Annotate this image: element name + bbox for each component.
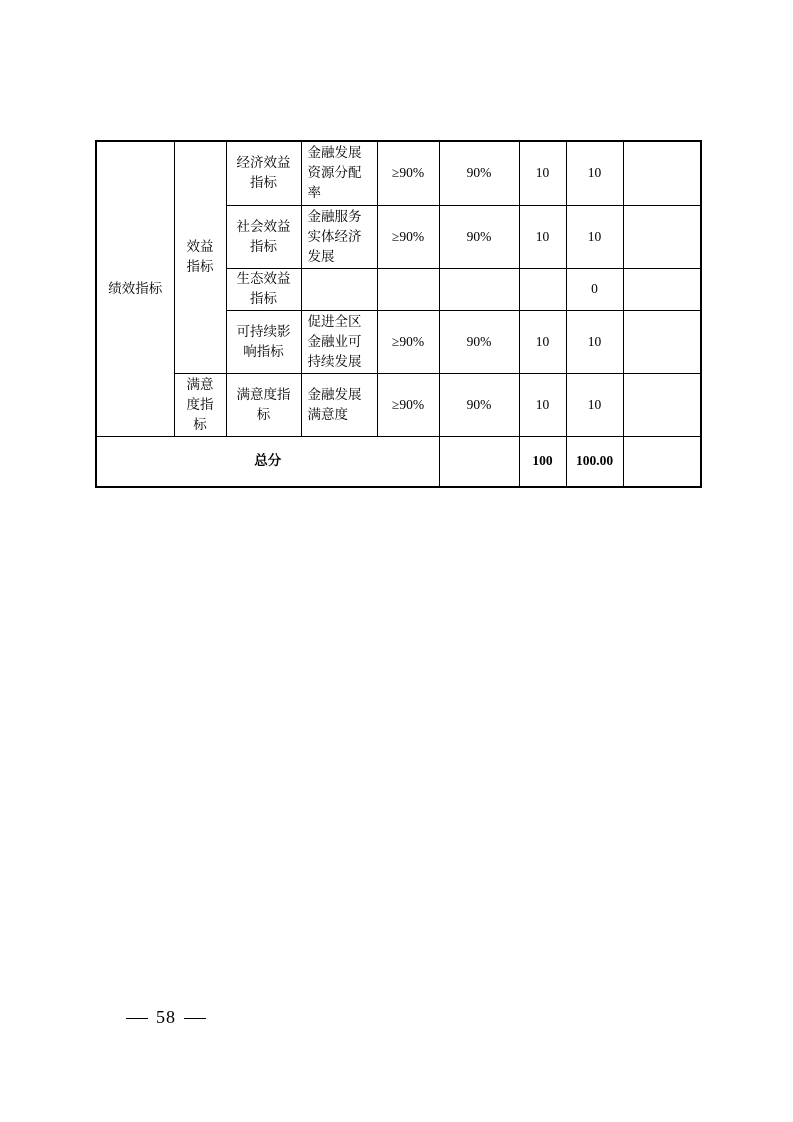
level3-cell: 生态效益指标 [226, 268, 301, 310]
level3-cell: 可持续影响指标 [226, 310, 301, 373]
actual-cell: 90% [439, 373, 519, 436]
total-note [623, 436, 701, 487]
score-cell: 10 [566, 373, 623, 436]
note-cell [623, 373, 701, 436]
target-cell: ≥90% [377, 373, 439, 436]
level4-cell: 促进全区金融业可持续发展 [301, 310, 377, 373]
total-row [96, 436, 701, 487]
level4-cell [301, 268, 377, 310]
total-weight: 100 [519, 436, 566, 487]
score-cell: 10 [566, 141, 623, 205]
level4-cell: 金融服务实体经济发展 [301, 205, 377, 268]
table-row [96, 373, 701, 436]
weight-cell: 10 [519, 310, 566, 373]
weight-cell: 10 [519, 373, 566, 436]
footer-dash-right [184, 1018, 206, 1019]
page-footer [118, 1007, 214, 1028]
score-cell: 10 [566, 310, 623, 373]
benefit-group-cell: 效益指标 [174, 141, 226, 373]
score-cell: 10 [566, 205, 623, 268]
satisfaction-group-cell: 满意度指标 [174, 373, 226, 436]
table-row [96, 141, 701, 205]
note-cell [623, 141, 701, 205]
actual-cell: 90% [439, 141, 519, 205]
level1-cell: 绩效指标 [96, 141, 174, 436]
target-cell: ≥90% [377, 205, 439, 268]
level3-cell: 满意度指标 [226, 373, 301, 436]
note-cell [623, 268, 701, 310]
target-cell [377, 268, 439, 310]
level4-cell: 金融发展资源分配率 [301, 141, 377, 205]
level3-cell: 经济效益指标 [226, 141, 301, 205]
note-cell [623, 310, 701, 373]
target-cell: ≥90% [377, 141, 439, 205]
level4-cell: 金融发展满意度 [301, 373, 377, 436]
total-actual [439, 436, 519, 487]
total-label: 总分 [96, 436, 439, 487]
actual-cell: 90% [439, 310, 519, 373]
performance-table [95, 140, 702, 488]
note-cell [623, 205, 701, 268]
page-number: 58 [156, 1007, 176, 1027]
total-score: 100.00 [566, 436, 623, 487]
score-cell: 0 [566, 268, 623, 310]
level3-cell: 社会效益指标 [226, 205, 301, 268]
actual-cell [439, 268, 519, 310]
target-cell: ≥90% [377, 310, 439, 373]
weight-cell: 10 [519, 141, 566, 205]
weight-cell: 10 [519, 205, 566, 268]
footer-dash-left [126, 1018, 148, 1019]
weight-cell [519, 268, 566, 310]
actual-cell: 90% [439, 205, 519, 268]
